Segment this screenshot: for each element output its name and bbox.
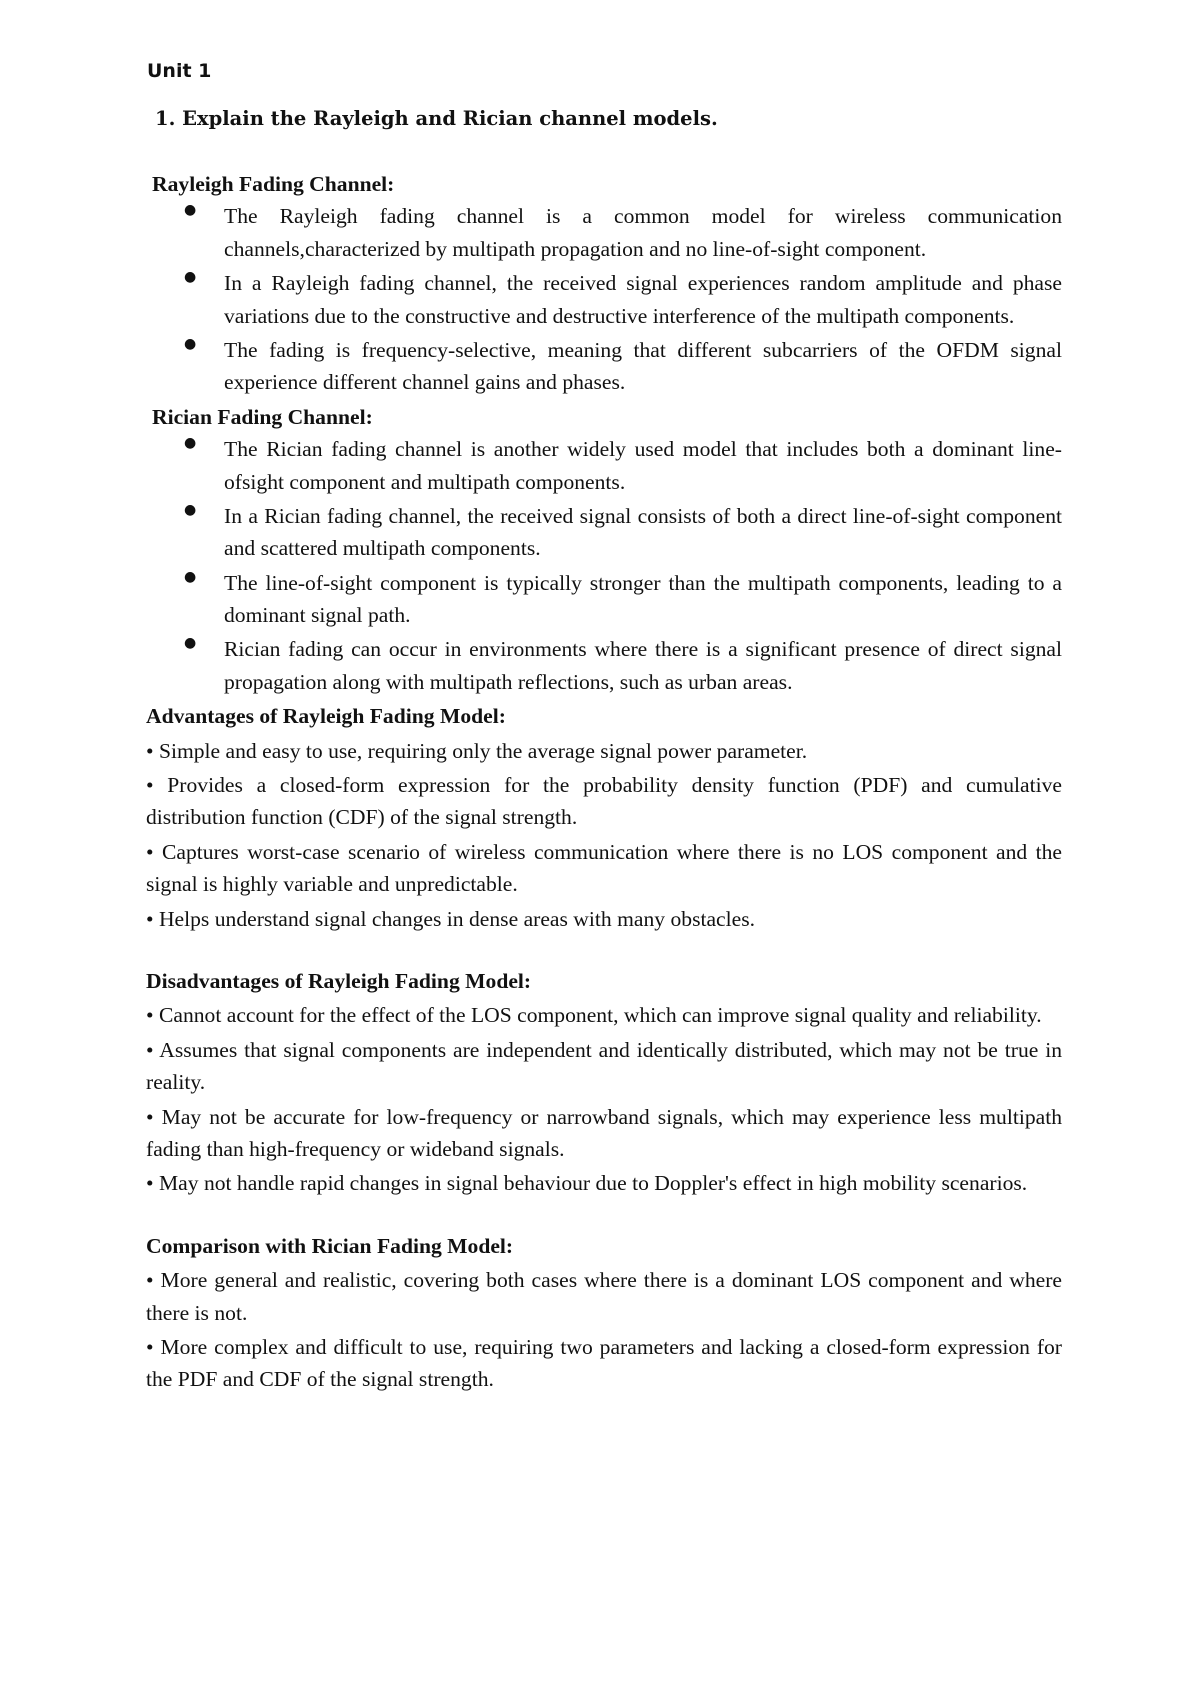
unit-label: Unit 1 [147, 60, 212, 82]
comparison-heading: Comparison with Rician Fading Model: [146, 1233, 514, 1258]
list-item: • May not handle rapid changes in signal behaviour due to Doppler's effect in high mobility scenarios. [146, 1171, 1028, 1196]
rayleigh-list [146, 200, 1062, 398]
list-item: ● Rician fading can occur in environments where there is a significant presence of direct signal propagation along with multipath reflections, such as urban areas. [146, 633, 1062, 698]
list-item: • Cannot account for the effect of the LOS component, which can improve signal quality and reliability. [146, 1003, 1042, 1028]
list-item: • Captures worst-case scenario of wireless communication where there is no LOS component and the signal is highly variable and unpredictable. [146, 839, 1062, 897]
rayleigh-heading: Rayleigh Fading Channel: [152, 172, 395, 196]
list-item: ● The Rayleigh fading channel is a common model for wireless communication channels,characterized by multipath propagation and no line-of-sight component. [146, 200, 1062, 265]
spacer [146, 937, 1062, 965]
advantages-heading: Advantages of Rayleigh Fading Model: [146, 704, 506, 729]
list-item: ● In a Rician fading channel, the received signal consists of both a direct line-of-sight component and scattered multipath components. [146, 500, 1062, 565]
list-item: ● The line-of-sight component is typically stronger than the multipath components, leading to a dominant signal path. [146, 567, 1062, 632]
spacer [146, 1202, 1062, 1230]
list-item: • More complex and difficult to use, requiring two parameters and lacking a closed-form expression for the PDF and CDF of the signal strength. [146, 1334, 1062, 1392]
document-body [146, 168, 1062, 1398]
disadvantages-section [146, 965, 1062, 1200]
rician-heading: Rician Fading Channel: [152, 404, 373, 429]
list-item: • Helps understand signal changes in dense areas with many obstacles. [146, 906, 756, 931]
question-title: 1. Explain the Rayleigh and Rician channel models. [155, 107, 718, 130]
disadvantages-heading: Disadvantages of Rayleigh Fading Model: [146, 968, 532, 993]
rician-list [146, 433, 1062, 698]
list-item: ● The fading is frequency-selective, meaning that different subcarriers of the OFDM signal experience different channel gains and phases. [146, 334, 1062, 399]
list-item: • Assumes that signal components are independent and identically distributed, which may not be true in reality. [146, 1037, 1062, 1095]
list-item: • Provides a closed-form expression for the probability density function (PDF) and cumulative distribution function (CDF) of the signal strength. [146, 773, 1062, 830]
list-item: ● The Rician fading channel is another widely used model that includes both a dominant line-ofsight component and multipath components. [146, 433, 1062, 498]
list-item: • May not be accurate for low-frequency or narrowband signals, which may experience less multipath fading than high-frequency or wideband signals. [146, 1104, 1062, 1161]
list-item: ● In a Rayleigh fading channel, the received signal experiences random amplitude and phase variations due to the constructive and destructive interference of the multipath components. [146, 267, 1062, 332]
list-item: • Simple and easy to use, requiring only the average signal power parameter. [146, 738, 808, 763]
list-item: • More general and realistic, covering both cases where there is a dominant LOS component and where there is not. [146, 1268, 1062, 1325]
comparison-section [146, 1230, 1062, 1396]
advantages-section [146, 700, 1062, 935]
